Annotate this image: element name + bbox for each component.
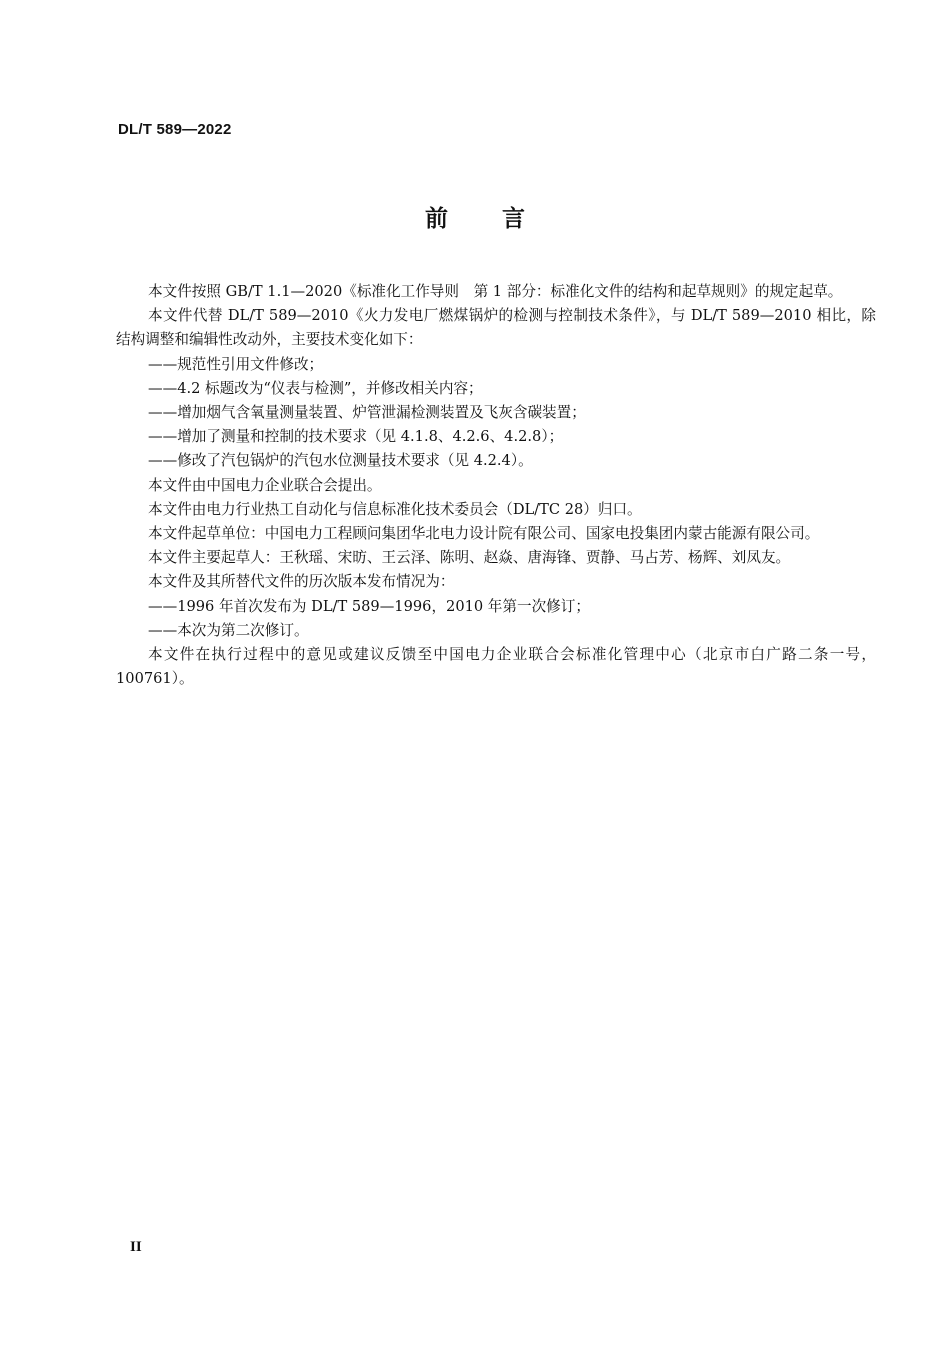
list-item-change: ——增加了测量和控制的技术要求（见 4.1.8、4.2.6、4.2.8）； [148,428,564,446]
paragraph-proposer: 本文件由中国电力企业联合会提出。 [148,476,382,494]
list-item-change: ——4.2 标题改为“仪表与检测”，并修改相关内容； [148,379,483,397]
page-title: 前言 [425,206,579,232]
preface-body [116,280,876,691]
document-code: DL/T 589—2022 [118,121,232,138]
paragraph-drafting-units: 本文件起草单位：中国电力工程顾问集团华北电力设计院有限公司、国家电投集团内蒙古能源有限公司。 [148,525,820,543]
paragraph-drafters: 本文件主要起草人：王秋瑶、宋昉、王云泽、陈明、赵焱、唐海锋、贾静、马占芳、杨辉、刘凤友。 [148,549,791,567]
paragraph-version-history: 本文件及其所替代文件的历次版本发布情况为： [148,573,455,591]
page-number: II [130,1239,142,1255]
list-item-change: ——修改了汽包锅炉的汽包水位测量技术要求（见 4.2.4）。 [148,452,533,470]
paragraph-feedback: 本文件在执行过程中的意见或建议反馈至中国电力企业联合会标准化管理中心（北京市白广路二条一号，100761）。 [116,646,876,688]
paragraph-replacement: 本文件代替 DL/T 589—2010《火力发电厂燃煤锅炉的检测与控制技术条件》，与 DL/T 589—2010 相比，除结构调整和编辑性改动外，主要技术变化如下： [116,307,876,349]
paragraph-technical-committee: 本文件由电力行业热工自动化与信息标准化技术委员会（DL/TC 28）归口。 [148,500,642,518]
list-item-history: ——1996 年首次发布为 DL/T 589—1996，2010 年第一次修订； [148,597,590,615]
list-item-change: ——增加烟气含氧量测量装置、炉管泄漏检测装置及飞灰含碳装置； [148,404,586,422]
paragraph-drafting-basis: 本文件按照 GB/T 1.1—2020《标准化工作导则 第 1 部分：标准化文件的结构和起草规则》的规定起草。 [148,283,843,300]
list-item-change: ——规范性引用文件修改； [148,355,324,373]
list-item-history: ——本次为第二次修订。 [148,621,309,639]
